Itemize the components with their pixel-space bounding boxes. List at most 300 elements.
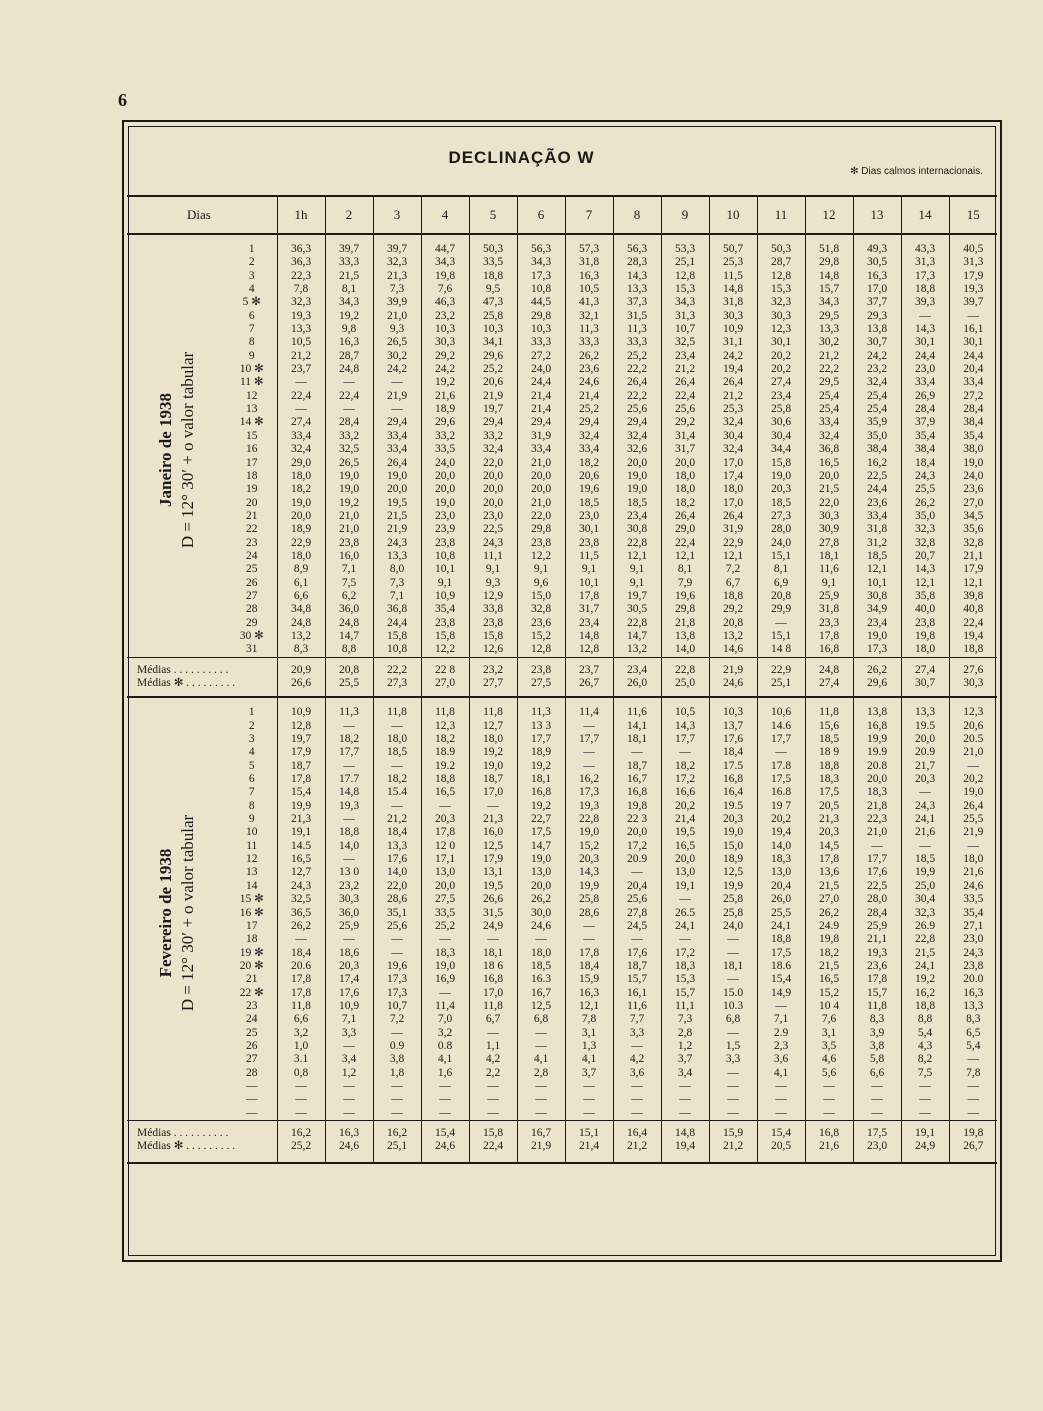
value-cell: — [757,617,805,630]
table-row [127,510,997,523]
value-cell: 21,1 [949,550,997,563]
value-cell: 18,3 [661,960,709,973]
value-cell: 9,8 [325,323,373,336]
medias-value: 27,0 [421,677,469,690]
value-cell: 13,6 [805,866,853,879]
value-cell: — [325,1040,373,1053]
value-cell: 12,1 [565,1000,613,1013]
value-cell: 21,0 [517,497,565,510]
value-cell: 18,0 [709,483,757,496]
value-cell: 7,1 [373,590,421,603]
value-cell: 32,4 [469,443,517,456]
value-cell: — [421,800,469,813]
value-cell: 16,7 [517,987,565,1000]
value-cell: — [901,310,949,323]
value-cell: 3,1 [565,1027,613,1040]
value-cell: 30,9 [805,523,853,536]
medias-value: 23,8 [517,664,565,677]
value-cell: 18,1 [709,960,757,973]
value-cell: 26,2 [805,907,853,920]
value-cell: 31,1 [709,336,757,349]
value-cell: 20.0 [949,973,997,986]
value-cell: 0,8 [277,1067,325,1080]
value-cell: 7,5 [325,577,373,590]
value-cell: 17,8 [805,853,853,866]
value-cell: 18,0 [517,947,565,960]
value-cell: — [901,1080,949,1093]
value-cell: — [661,1107,709,1121]
value-cell: 36,8 [373,603,421,616]
value-cell: 10,5 [277,336,325,349]
value-cell: 20,0 [613,457,661,470]
value-cell: 22,2 [805,363,853,376]
table-row [127,826,997,839]
medias-value: 16,7 [517,1127,565,1140]
value-cell: 22,4 [277,390,325,403]
value-cell: 14,1 [613,720,661,733]
value-cell: 7,7 [613,1013,661,1026]
value-cell: 26,2 [901,497,949,510]
value-cell: 31,8 [805,603,853,616]
value-cell: 14,3 [901,563,949,576]
medias-value: 15,1 [565,1127,613,1140]
value-cell: 17,9 [277,746,325,759]
value-cell: 27,0 [949,497,997,510]
value-cell: 3,3 [325,1027,373,1040]
value-cell: 17,8 [277,973,325,986]
value-cell: 19,0 [325,483,373,496]
value-cell: 20,3 [757,483,805,496]
medias-value: 22 8 [421,664,469,677]
value-cell: 25,2 [565,403,613,416]
medias-value: 27,7 [469,677,517,690]
value-cell: 25,1 [661,256,709,269]
value-cell: — [373,1027,421,1040]
value-cell: 14,3 [613,270,661,283]
medias-value: 26,2 [853,664,901,677]
value-cell: 22,9 [277,537,325,550]
value-cell: 25,5 [757,907,805,920]
value-cell: 21,4 [517,403,565,416]
value-cell: 25,6 [373,920,421,933]
value-cell: 19,1 [661,880,709,893]
value-cell: 18,8 [421,773,469,786]
value-cell: 15,2 [565,840,613,853]
value-cell: 35,4 [421,603,469,616]
value-cell: 34,9 [853,603,901,616]
medias-value: 22,4 [469,1140,517,1153]
value-cell: 14,0 [757,840,805,853]
value-cell: 31,8 [853,523,901,536]
value-cell: 17,2 [661,773,709,786]
value-cell: 19,6 [661,590,709,603]
value-cell: 29,2 [709,603,757,616]
value-cell: 13,0 [517,866,565,879]
value-cell: 34,3 [517,256,565,269]
value-cell: 21,3 [805,813,853,826]
value-cell: 12,8 [661,270,709,283]
value-cell: 29,8 [517,523,565,536]
value-cell: — [421,987,469,1000]
value-cell: 32,4 [853,376,901,389]
day-number: 11 ✻ [239,376,264,389]
value-cell: 4,2 [613,1053,661,1066]
value-cell: 57,3 [565,243,613,256]
medias-value: 19,8 [949,1127,997,1140]
value-cell: 26,9 [901,390,949,403]
value-cell: 20,3 [421,813,469,826]
value-cell: — [373,403,421,416]
value-cell: 29,6 [469,350,517,363]
value-cell: 20,0 [277,510,325,523]
day-number: 13 [246,866,258,879]
value-cell: 35,6 [949,523,997,536]
value-cell: — [709,1107,757,1121]
value-cell: 17.8 [757,760,805,773]
value-cell: 27,8 [805,537,853,550]
value-cell: 12,2 [517,550,565,563]
value-cell: 6,7 [709,577,757,590]
value-cell: 26,4 [949,800,997,813]
value-cell: 15,9 [565,973,613,986]
value-cell: 21,0 [853,826,901,839]
value-cell: — [325,813,373,826]
value-cell: 23,8 [421,617,469,630]
value-cell: 17,5 [757,773,805,786]
value-cell: 17,3 [853,643,901,657]
value-cell: — [853,840,901,853]
value-cell: 18,9 [421,403,469,416]
value-cell: — [709,1067,757,1080]
day-number: 19 [246,483,258,496]
header-row [127,196,997,234]
value-cell: 31,8 [709,296,757,309]
day-number: 30 ✻ [239,629,264,642]
month-label-cell [127,706,227,1120]
medias-value: 15,8 [469,1127,517,1140]
value-cell: 5,4 [949,1040,997,1053]
value-cell: 24,2 [373,363,421,376]
value-cell: 23,0 [469,510,517,523]
value-cell: 13,7 [709,720,757,733]
value-cell: 21,5 [805,880,853,893]
value-cell: — [325,1107,373,1121]
table-row [127,746,997,759]
value-cell: 39,7 [949,296,997,309]
value-cell: 24,3 [373,537,421,550]
value-cell: 17,7 [757,733,805,746]
value-cell: 24,1 [901,813,949,826]
value-cell: 17,8 [565,947,613,960]
value-cell: 7,1 [325,563,373,576]
value-cell: 18,8 [757,933,805,946]
value-cell: 19,3 [853,947,901,960]
value-cell: 29,2 [421,350,469,363]
value-cell: 30,2 [805,336,853,349]
medias-value: 24,8 [805,664,853,677]
value-cell: 6,7 [469,1013,517,1026]
header-hour: 5 [469,196,517,234]
value-cell: 19,3 [325,800,373,813]
value-cell: — [805,1080,853,1093]
table-row [127,336,997,349]
value-cell: 39,8 [949,590,997,603]
value-cell: 50,7 [709,243,757,256]
value-cell: 19,0 [613,470,661,483]
value-cell: 23,0 [901,363,949,376]
value-cell: — [853,1093,901,1106]
value-cell: — [565,720,613,733]
value-cell: — [325,760,373,773]
value-cell: 12,1 [853,563,901,576]
medias-value: 22,2 [373,664,421,677]
value-cell: 28,0 [757,523,805,536]
value-cell: 51,8 [805,243,853,256]
day-number: 15 ✻ [239,893,264,906]
value-cell: 17,5 [757,947,805,960]
value-cell: 14,0 [661,643,709,657]
spacer-row [127,697,997,706]
value-cell: — [565,1080,613,1093]
value-cell: 32,4 [277,443,325,456]
value-cell: — [421,1107,469,1121]
value-cell: 16,8 [613,786,661,799]
value-cell: 22,5 [469,523,517,536]
value-cell: 33,5 [421,443,469,456]
value-cell: 5,4 [901,1027,949,1040]
table-row [127,497,997,510]
medias-value: 24,6 [325,1140,373,1153]
medias-value: 27,6 [949,664,997,677]
value-cell: 18,0 [949,853,997,866]
value-cell: 16,5 [421,786,469,799]
table-row [127,1080,997,1093]
value-cell: 21,3 [277,813,325,826]
value-cell: 19,0 [277,497,325,510]
value-cell: 29,4 [565,416,613,429]
table-row [127,470,997,483]
value-cell: 35,4 [901,430,949,443]
value-cell: 12,6 [469,643,517,657]
value-cell: 20.5 [949,733,997,746]
value-cell: 22,2 [613,390,661,403]
medias-value: 23,0 [853,1140,901,1153]
value-cell: 17,8 [853,973,901,986]
value-cell: 1,5 [709,1040,757,1053]
table-row [127,706,997,719]
value-cell: 30,3 [757,310,805,323]
value-cell: 6,8 [517,1013,565,1026]
table-row [127,1000,997,1013]
value-cell: 14,3 [565,866,613,879]
value-cell: — [469,800,517,813]
value-cell: 21,5 [805,960,853,973]
value-cell: 11,8 [373,706,421,719]
medias-value: 16,2 [373,1127,421,1140]
value-cell: 19,8 [805,933,853,946]
value-cell: 26,4 [709,510,757,523]
value-cell: 19,0 [421,960,469,973]
value-cell: 1,3 [565,1040,613,1053]
value-cell: 20,2 [661,800,709,813]
value-cell: — [277,1107,325,1121]
value-cell: 18,8 [325,826,373,839]
value-cell: 5,6 [805,1067,853,1080]
value-cell: 31,9 [709,523,757,536]
value-cell: 35,1 [373,907,421,920]
medias-label: Médias . . . . . . . . . . [137,663,229,676]
header-hour: 9 [661,196,709,234]
value-cell: 24,6 [949,880,997,893]
value-cell: 20,0 [517,880,565,893]
day-number: 5 ✻ [242,296,261,309]
value-cell: — [277,1093,325,1106]
header-dias: Dias [127,196,277,234]
value-cell: 22,4 [325,390,373,403]
value-cell: 16,4 [709,786,757,799]
value-cell: 30,4 [757,430,805,443]
value-cell: 34,4 [757,443,805,456]
value-cell: — [517,1027,565,1040]
table-row [127,960,997,973]
medias-value: 15,4 [421,1127,469,1140]
value-cell: 50,3 [469,243,517,256]
value-cell: 30,7 [853,336,901,349]
value-cell: 20,0 [805,470,853,483]
value-cell: 23,3 [805,617,853,630]
value-cell: 25,6 [661,403,709,416]
value-cell: 12,7 [469,720,517,733]
value-cell: 13,0 [421,866,469,879]
value-cell: 17,3 [565,786,613,799]
medias-value: 19,1 [901,1127,949,1140]
value-cell: 30,3 [421,336,469,349]
value-cell: 29,8 [661,603,709,616]
value-cell: 16,0 [469,826,517,839]
value-cell: 38,4 [949,416,997,429]
value-cell: 11,6 [613,706,661,719]
value-cell: 30,4 [709,430,757,443]
day-number: 24 [246,1013,258,1026]
value-cell: — [517,933,565,946]
medias-value: 16,3 [325,1127,373,1140]
day-number: 26 [246,1039,258,1052]
value-cell: 17,5 [805,786,853,799]
table-row [127,243,997,256]
value-cell: 17,9 [949,270,997,283]
value-cell: — [949,1107,997,1121]
table-row [127,296,997,309]
value-cell: 22,3 [277,270,325,283]
value-cell: 18,8 [901,283,949,296]
table-row [127,563,997,576]
value-cell: 12,3 [949,706,997,719]
value-cell: 17,6 [613,947,661,960]
table-row [127,1107,997,1121]
value-cell: 13,1 [469,866,517,879]
day-number: 14 ✻ [239,416,264,429]
value-cell: 11,8 [421,706,469,719]
value-cell: 21,2 [661,363,709,376]
value-cell: 24,9 [469,920,517,933]
value-cell: 26,2 [277,920,325,933]
medias-value: 25,2 [277,1140,325,1153]
value-cell: 25,6 [613,893,661,906]
value-cell: 36,0 [325,603,373,616]
table-row [127,800,997,813]
value-cell: 30,3 [805,510,853,523]
value-cell: 23,6 [853,960,901,973]
day-number: 5 [248,759,255,772]
value-cell: 29,5 [805,376,853,389]
value-cell: 12,1 [661,550,709,563]
value-cell: 19,0 [949,786,997,799]
day-number: 22 ✻ [239,986,264,999]
header-hour: 3 [373,196,421,234]
day-number: 6 [248,773,255,786]
value-cell: 7,2 [373,1013,421,1026]
value-cell: 15,2 [517,630,565,643]
value-cell: 9,1 [613,563,661,576]
value-cell: 17,3 [517,270,565,283]
medias-value: 27,3 [373,677,421,690]
value-cell: 15,8 [757,457,805,470]
day-number: 28 [246,1066,258,1079]
value-cell: 32,5 [277,893,325,906]
value-cell: 26,4 [661,376,709,389]
value-cell: 20.6 [277,960,325,973]
value-cell: 22,4 [949,617,997,630]
value-cell: 32,3 [901,907,949,920]
value-cell: 17.7 [325,773,373,786]
value-cell: 25,9 [325,920,373,933]
day-number: 23 [246,999,258,1012]
value-cell: 18,9 [709,853,757,866]
value-cell: 12,1 [709,550,757,563]
value-cell: 4,2 [469,1053,517,1066]
value-cell: 19,4 [949,630,997,643]
day-number: 8 [248,799,255,812]
value-cell: 18,7 [277,760,325,773]
value-cell: 24,3 [277,880,325,893]
value-cell: 20,0 [661,457,709,470]
value-cell: 13,8 [853,706,901,719]
value-cell: 23,7 [277,363,325,376]
value-cell: 24,6 [565,376,613,389]
value-cell: 8,3 [949,1013,997,1026]
value-cell: 18,7 [613,960,661,973]
value-cell: 10,1 [421,563,469,576]
value-cell: 17,8 [277,987,325,1000]
value-cell: 53,3 [661,243,709,256]
value-cell: 29,9 [757,603,805,616]
value-cell: 7,2 [709,563,757,576]
value-cell: 21,1 [853,933,901,946]
value-cell: 16,8 [709,773,757,786]
value-cell: 31,8 [565,256,613,269]
value-cell: 18,2 [277,483,325,496]
value-cell: 43,3 [901,243,949,256]
value-cell: 27,4 [757,376,805,389]
value-cell: — [709,947,757,960]
value-cell: 7,3 [373,283,421,296]
value-cell: — [421,933,469,946]
day-number: 27 [246,1053,258,1066]
value-cell: 19.5 [709,800,757,813]
value-cell: 34,5 [949,510,997,523]
value-cell: — [949,1053,997,1066]
value-cell: 13,3 [901,706,949,719]
